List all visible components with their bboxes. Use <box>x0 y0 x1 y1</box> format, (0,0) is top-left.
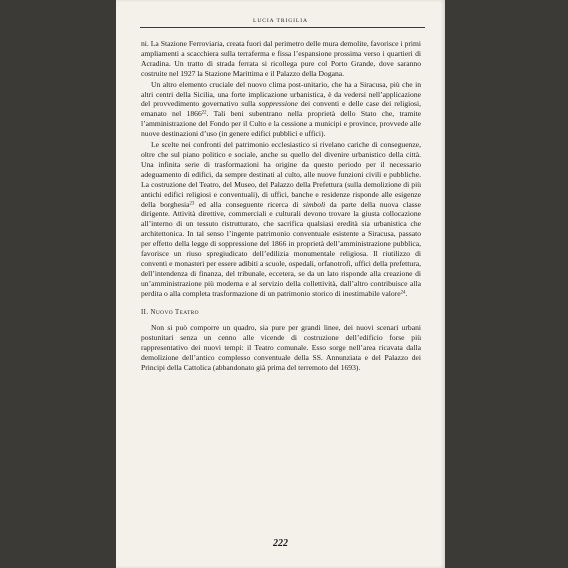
paragraph-2-text-c: dei conventi e delle case dei religiosi, emanato nel 1866 <box>141 99 421 119</box>
paragraph-4-text: Non si può comporre un quadro, sia pure per grandi linee, dei nuovi scenari urbani postunitari senza un cenno alle vicende di costruzione dell’edificio forse più rappresentativo dei nuovi tempi: il Teatro comunale. Esso sorge nell’area ricavata dalla demolizione dell’antico complesso conventuale della SS. Annunziata e del Palazzo dei Principi della Cattolica (abbandonato già prima del terremoto del 1693). <box>141 323 421 373</box>
paragraph-2-italic: soppressione <box>258 99 298 109</box>
page-body <box>141 39 421 374</box>
paragraph-2-text-d: . Tali beni subentrano nella proprietà dello Stato che, tramite l’amministrazione del Fondo per il Culto e la cessione a municipi e province, provvede alle nuove destinazioni d’uso (in genere edifici pubblici e uffici). <box>141 109 421 139</box>
paragraph-3-italic: simboli <box>302 199 326 209</box>
section-title-initial-2: T <box>175 308 180 316</box>
running-header: LUCIA TRIGILIA <box>253 18 308 24</box>
footnote-ref-24: 24 <box>400 290 406 296</box>
section-title-rest-2: EATRO <box>179 309 199 316</box>
paragraph-4 <box>141 323 421 373</box>
paragraph-3-text-e: . <box>405 288 408 298</box>
paragraph-3-text-b: ed alla conseguente ricerca di <box>194 199 303 209</box>
book-page <box>116 0 445 568</box>
section-heading <box>141 308 421 319</box>
section-number: II. <box>141 308 149 316</box>
paragraph-1 <box>141 39 421 79</box>
page-number: 222 <box>273 538 288 549</box>
section-title-initial-1: N <box>150 308 156 316</box>
footnote-ref-22: 22 <box>201 110 207 116</box>
paragraph-3 <box>141 140 421 299</box>
section-title-rest-1: UOVO <box>155 309 174 316</box>
footnote-ref-23: 23 <box>189 200 195 206</box>
header-rule <box>140 27 425 28</box>
paragraph-2-text-a: Un altro elemento cruciale del nuovo clima post-unitario, che ha a Siracusa, più che in altri centri della Sicilia, una forte implicazione urbanistica, è da vedersi nell’applicazione del provvedimento governativo sulla <box>141 79 421 109</box>
paragraph-3-text-a: Le scelte nei confronti del patrimonio ecclesiastico si rivelano cariche di conseguenze, oltre che sul piano politico e sociale, anche su quello del divenire urbanistico della città. Una infinita serie di trasformazioni ha origine da questo periodo per il necessario adeguamento di edifici, da sempre destinati al culto, alle nuove funzioni civili e pubbliche. La costruzione del Teatro, del Museo, del Palazzo della Prefettura (sulla demolizione di più antichi edifici religiosi e conventuali), di uffici, banche e residenze risponde alle esigenze della borghesia <box>141 140 421 209</box>
paragraph-3-text-d: da parte della nuova classe dirigente. Attività direttive, commerciali e culturali devono trovare la giusta collocazione all’interno di un tessuto ristrutturato, che sacrifica qualsiasi eredità sia urbanistica che architettonica. In tal senso l’ingente patrimonio conventuale esistente a Siracusa, passato per effetto della legge di soppressione del 1866 in proprietà dell’amministrazione pubblica, favorisce un riuso spregiudicato dell’edilizia monumentale religiosa. Il riutilizzo di conventi e monasteri per essere adibiti a scuole, ospedali, orfanotrofi, uffici della prefettura, dell’intendenza di finanza, del tribunale, eccetera, se da un lato risponde alla creazione di un’amministrazione più moderna e al servizio della collettività, dall’altro contribuisce alla perdita o alla completa trasformazione di un patrimonio storico di inestimabile valore <box>141 199 421 298</box>
paragraph-1-text: ni. La Stazione Ferroviaria, creata fuori dal perimetro delle mura demolite, favorisce i primi ampliamenti a scacchiera sulla terraferma e fissa l’espansione prossima verso i quartieri di Acradina. Un tratto di strada ferrata si ricollega pure col Porto Grande, dove saranno costruite nel 1927 la Stazione Marittima e il Palazzo della Dogana. <box>141 39 421 78</box>
paragraph-2 <box>141 80 421 139</box>
